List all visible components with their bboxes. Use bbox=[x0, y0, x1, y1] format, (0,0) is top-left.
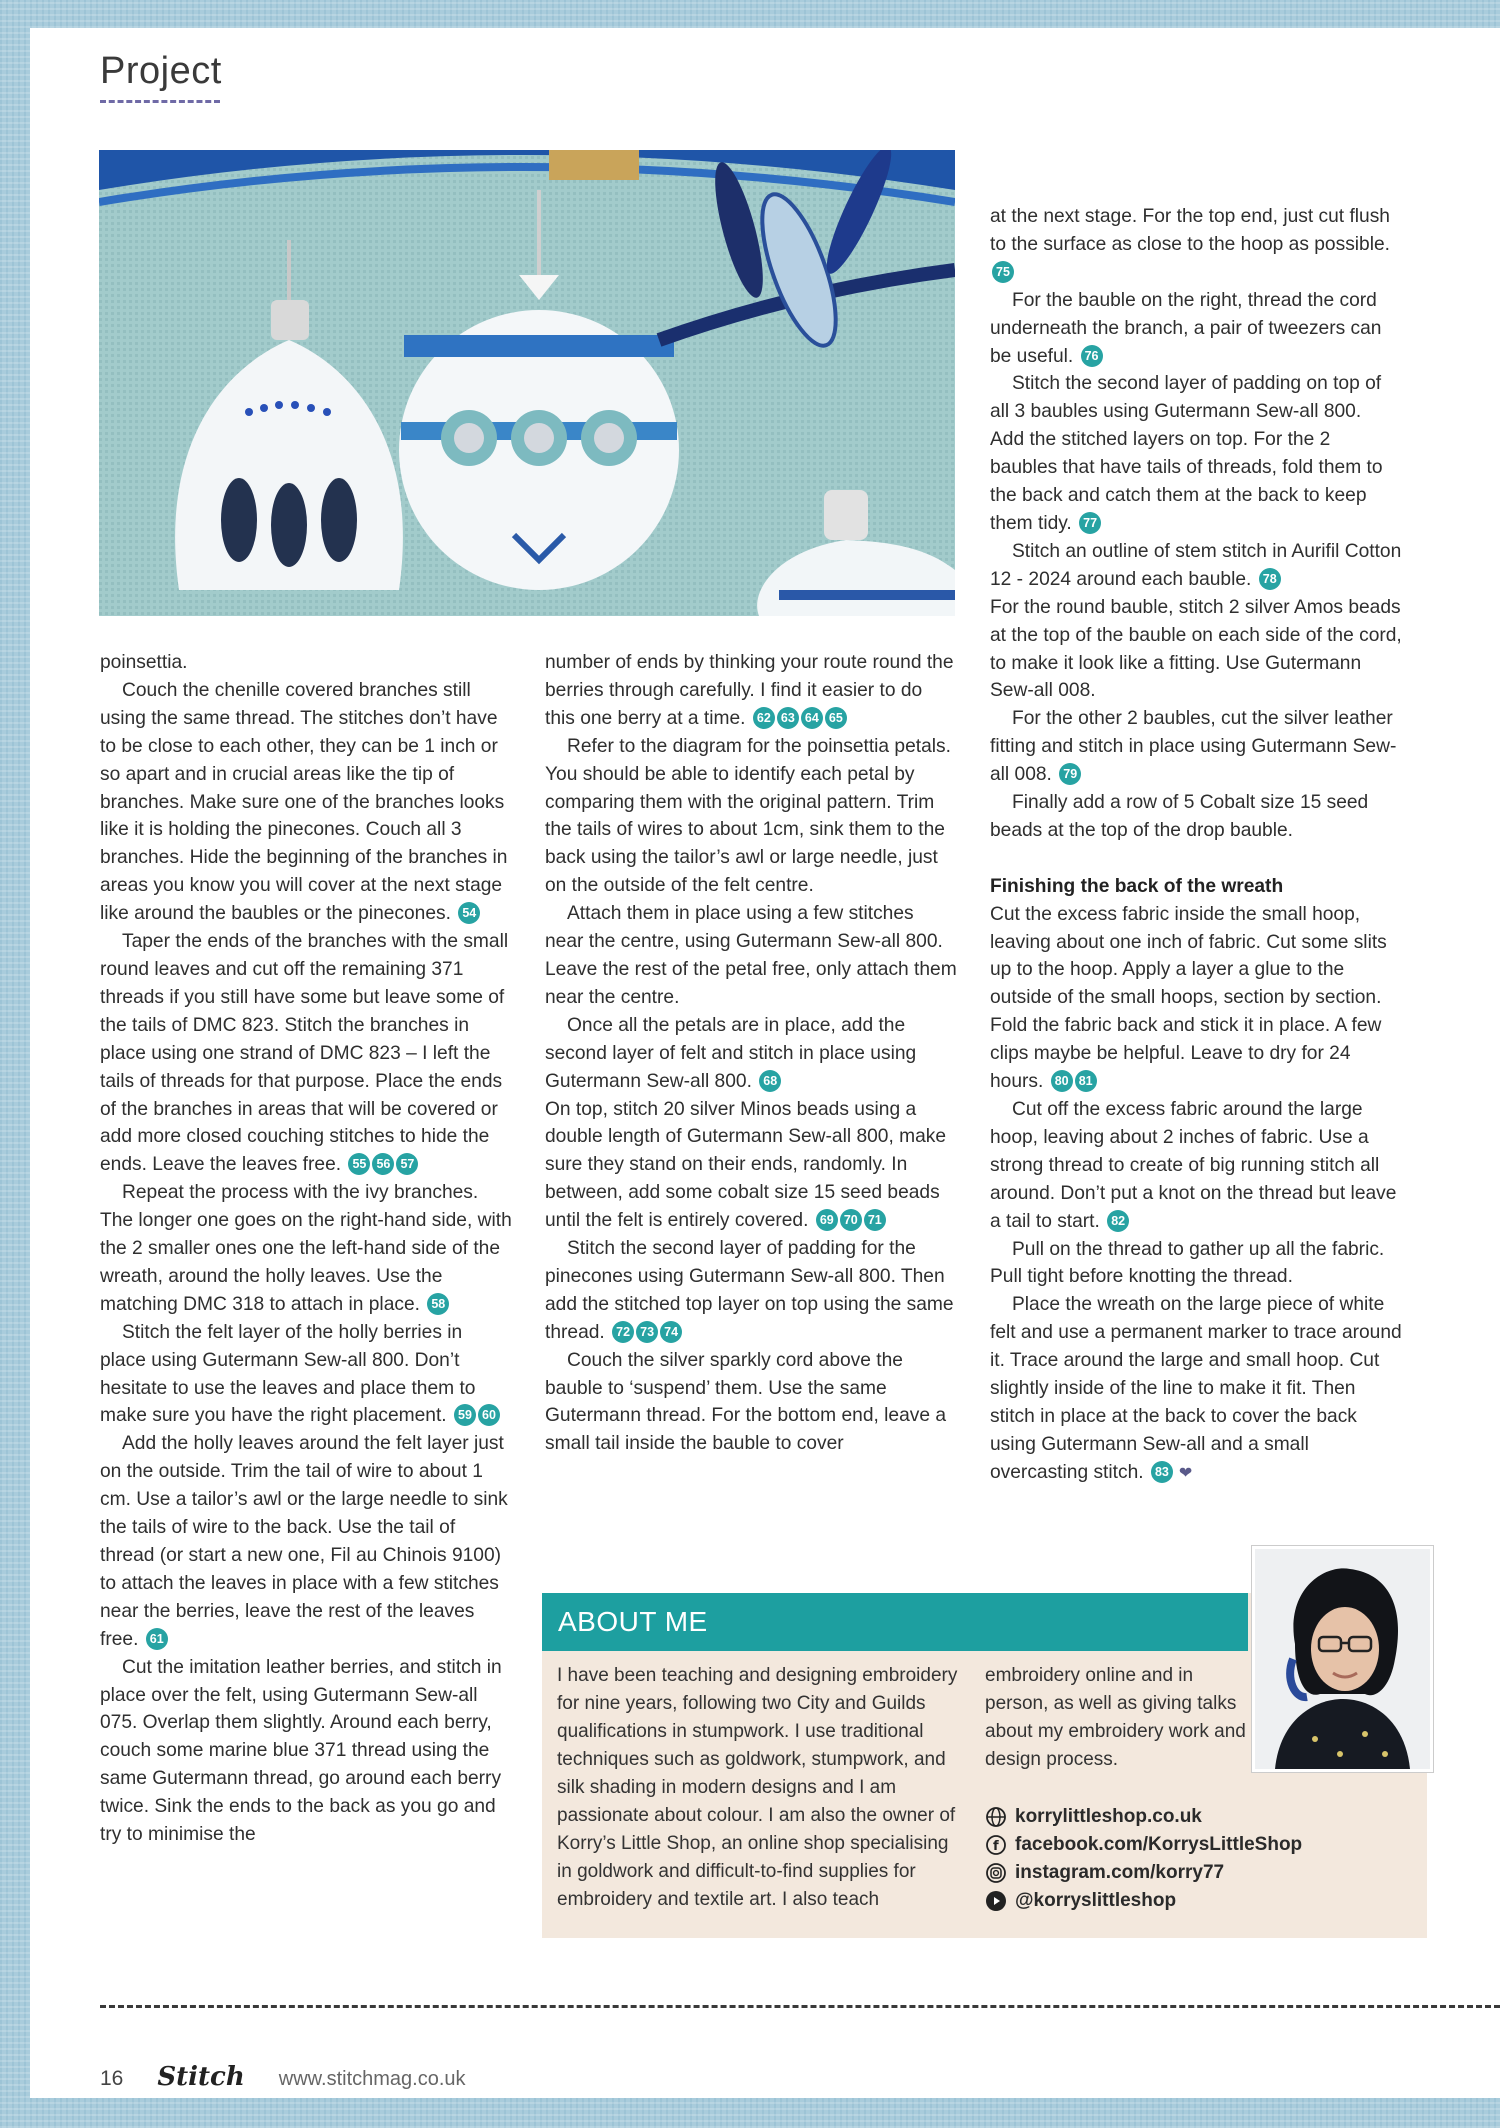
paragraph-text: number of ends by thinking your route round the berries through carefully. I find it easier to do this one berry at a time. bbox=[545, 652, 954, 729]
paragraph bbox=[990, 370, 1402, 426]
link-instagram[interactable] bbox=[985, 1859, 1302, 1887]
page bbox=[30, 28, 1500, 2098]
step-badge: 65 bbox=[825, 707, 847, 729]
step-badge: 74 bbox=[660, 1321, 682, 1343]
paragraph-text: Add the stitched layers on top. For the 2 baubles that have tails of threads, fold them to the back and catch them at the back to keep them tidy. bbox=[990, 429, 1383, 534]
paragraph-text: Place the wreath on the large piece of white felt and use a permanent marker to trace around it. Trace around the large and small hoop. Cut slightly inside of the line to make it fit. Then stitch in place at the back to cover the back using Gutermann Sew-all and a small overcasting stitch. bbox=[990, 1294, 1402, 1483]
link-text: instagram.com/korry77 bbox=[1015, 1862, 1225, 1883]
about-text-1: I have been teaching and designing embroidery for nine years, following two City and Guilds qualifications in stumpwork. I use traditional techniques such as goldwork, stumpwork, and silk shading in modern designs and I am passionate about colour. I am also the owner of Korry’s Little Shop, an online shop specialising in goldwork and difficult-to-find supplies for embroidery and textile art. I also teach bbox=[557, 1665, 958, 1910]
section-heading: Finishing the back of the wreath bbox=[990, 875, 1284, 897]
paragraph-text: Repeat the process with the ivy branches. The longer one goes on the right-hand side, with the 2 smaller ones one the left-hand side of the wreath, around the holly leaves. Use the matching DMC 318 to attach in place. bbox=[100, 1182, 512, 1315]
paragraph-text: Pull on the thread to gather up all the fabric. Pull tight before knotting the thread. bbox=[990, 1238, 1385, 1288]
link-text: facebook.com/KorrysLittleShop bbox=[1015, 1834, 1303, 1855]
magazine-logo: Stitch bbox=[157, 2062, 245, 2092]
article-column-2 bbox=[545, 649, 957, 1458]
facebook-icon bbox=[985, 1834, 1007, 1856]
link-text: @korryslittleshop bbox=[1015, 1890, 1177, 1911]
link-website[interactable] bbox=[985, 1803, 1302, 1831]
paragraph bbox=[100, 649, 512, 677]
step-badge: 81 bbox=[1075, 1070, 1097, 1092]
embroidery-photo bbox=[99, 150, 955, 616]
page-footer bbox=[100, 2062, 466, 2092]
paragraph bbox=[990, 705, 1402, 789]
paragraph-text: For the bauble on the right, thread the cord underneath the branch, a pair of tweezers can be useful. bbox=[990, 289, 1382, 367]
globe-icon bbox=[985, 1806, 1007, 1828]
step-badge: 63 bbox=[777, 707, 799, 729]
step-badge: 60 bbox=[478, 1404, 500, 1426]
step-badge: 78 bbox=[1259, 568, 1281, 590]
paragraph-text: On top, stitch 20 silver Minos beads using a double length of Gutermann Sew-all 800, make sure they stand on their ends, randomly. In between, add some cobalt size 15 seed beads until the felt is entirely covered. bbox=[545, 1098, 947, 1232]
step-badge: 68 bbox=[759, 1070, 781, 1092]
paragraph-text: For the round bauble, stitch 2 silver Amos beads at the top of the bauble on each side of the cord, to make it look like a fitting. Use Gutermann Sew-all 008. bbox=[990, 596, 1402, 702]
step-badge: 70 bbox=[840, 1209, 862, 1231]
article-column-3 bbox=[990, 203, 1402, 1488]
paragraph-text: at the next stage. For the top end, just cut flush to the surface as close to the hoop as possible. bbox=[990, 206, 1390, 255]
link-text: korrylittleshop.co.uk bbox=[1015, 1806, 1202, 1827]
paragraph bbox=[100, 1179, 512, 1319]
paragraph bbox=[545, 1012, 957, 1096]
step-badge: 75 bbox=[992, 261, 1014, 283]
step-badge: 82 bbox=[1107, 1210, 1129, 1232]
paragraph bbox=[990, 1096, 1402, 1236]
link-facebook[interactable] bbox=[985, 1831, 1302, 1859]
paragraph-text: Attach them in place using a few stitches near the centre, using Gutermann Sew-all 800. Leave the rest of the petal free, only attach them near the centre. bbox=[545, 903, 957, 1008]
paragraph-text: Once all the petals are in place, add the second layer of felt and stitch in place using Gutermann Sew-all 800. bbox=[545, 1014, 917, 1092]
paragraph bbox=[545, 1235, 957, 1347]
paragraph bbox=[100, 677, 512, 928]
paragraph bbox=[990, 789, 1402, 845]
step-badge: 73 bbox=[636, 1321, 658, 1343]
end-heart-icon: ❤ bbox=[1178, 1464, 1193, 1482]
paragraph-text: For the other 2 baubles, cut the silver leather fitting and stitch in place using Gutermann Sew-all 008. bbox=[990, 708, 1397, 786]
footer-divider bbox=[100, 2005, 1500, 2008]
step-badge: 55 bbox=[348, 1153, 370, 1175]
paragraph bbox=[545, 900, 957, 1012]
column-3-bottom-text bbox=[990, 901, 1402, 1488]
about-title: ABOUT ME bbox=[542, 1593, 1248, 1651]
step-badge: 58 bbox=[427, 1293, 449, 1315]
paragraph-text: Cut the excess fabric inside the small hoop, leaving about one inch of fabric. Cut some slits up to the hoop. Apply a layer a glue to the outside of the small hoops, section by section. Fold the fabric back and stick it in place. A few clips maybe be helpful. Leave to dry for 24 hours. bbox=[990, 903, 1387, 1093]
paragraph bbox=[545, 649, 957, 733]
step-badge: 61 bbox=[146, 1628, 168, 1650]
paragraph-text: Stitch the felt layer of the holly berries in place using Gutermann Sew-all 800. Don’t hesitate to use the leaves and place them to make sure you have the right placement. bbox=[100, 1321, 476, 1427]
paragraph bbox=[990, 1291, 1402, 1487]
step-badge: 57 bbox=[396, 1153, 418, 1175]
step-badge: 56 bbox=[372, 1153, 394, 1175]
step-badge: 76 bbox=[1081, 345, 1103, 367]
section-label: Project bbox=[100, 50, 222, 92]
about-links bbox=[985, 1803, 1302, 1915]
paragraph-text: Cut off the excess fabric around the large hoop, leaving about 2 inches of fabric. Use a strong thread to create of big running stitch all around. Don’t put a knot on the thread but leave a tail to start. bbox=[990, 1098, 1397, 1232]
paragraph bbox=[100, 1319, 512, 1431]
paragraph-text: Stitch the second layer of padding on top of all 3 baubles using Gutermann Sew-all 800. bbox=[990, 373, 1382, 423]
paragraph-text: Couch the silver sparkly cord above the bauble to ‘suspend’ them. Use the same Gutermann thread. For the bottom end, leave a small tail inside the bauble to cover bbox=[545, 1349, 947, 1455]
step-badge: 72 bbox=[612, 1321, 634, 1343]
paragraph bbox=[990, 538, 1402, 594]
step-badge: 62 bbox=[753, 707, 775, 729]
paragraph-text: Stitch the second layer of padding for the pinecones using Gutermann Sew-all 800. Then add the stitched top layer on top using the same thread. bbox=[545, 1238, 954, 1343]
page-number: 16 bbox=[100, 2067, 124, 2090]
section-underline bbox=[100, 100, 220, 103]
paragraph bbox=[990, 594, 1402, 706]
paragraph bbox=[545, 1347, 957, 1459]
step-badge: 69 bbox=[816, 1209, 838, 1231]
paragraph-text: poinsettia. bbox=[100, 652, 188, 673]
paragraph bbox=[100, 1654, 512, 1849]
paragraph bbox=[545, 1096, 957, 1236]
paragraph-text: Couch the chenille covered branches still using the same thread. The stitches don’t have to be close to each other, they can be 1 inch or so apart and in crucial areas like the tip of branches. Make sure one of the branches looks like it is holding the pinecones. Couch all 3 branches. Hide the beginning of the branches in areas you know you will cover at the next stage like around the baubles or the pinecones. bbox=[100, 679, 508, 925]
paragraph-text: Cut the imitation leather berries, and stitch in place over the felt, using Gutermann Sew-all 075. Overlap them slightly. Around each berry, couch some marine blue 371 thread using the same Gutermann thread, go around each berry twice. Sink the ends to the back as you go and try to minimise the bbox=[100, 1656, 502, 1846]
about-text-2: embroidery online and in person, as well as giving talks about my embroidery work and design process. bbox=[985, 1665, 1246, 1770]
paragraph-text: Taper the ends of the branches with the small round leaves and cut off the remaining 371 threads if you still have some but leave some of the tails of DMC 823. Stitch the branches in place using one strand of DMC 823 – I left the tails of threads for that purpose. Place the ends of the branches in areas that will be covered or add more closed couching stitches to hide the ends. Leave the leaves free. bbox=[100, 931, 509, 1176]
link-youtube[interactable] bbox=[985, 1887, 1302, 1915]
paragraph bbox=[990, 287, 1402, 371]
author-portrait bbox=[1252, 1546, 1433, 1772]
paragraph bbox=[990, 426, 1402, 538]
youtube-icon bbox=[985, 1890, 1007, 1912]
column-3-top-text bbox=[990, 203, 1402, 845]
paragraph-text: Finally add a row of 5 Cobalt size 15 seed beads at the top of the drop bauble. bbox=[990, 792, 1369, 841]
article-column-1 bbox=[100, 649, 512, 1849]
step-badge: 79 bbox=[1059, 763, 1081, 785]
paragraph bbox=[100, 1430, 512, 1653]
step-badge: 59 bbox=[454, 1404, 476, 1426]
step-badge: 83 bbox=[1151, 1461, 1173, 1483]
svg-text:f: f bbox=[993, 1839, 999, 1854]
paragraph bbox=[990, 1236, 1402, 1292]
step-badge: 77 bbox=[1079, 512, 1101, 534]
paragraph bbox=[990, 901, 1402, 1096]
paragraph-text: Refer to the diagram for the poinsettia petals. You should be able to identify each petal by comparing them with the original pattern. Trim the tails of wires to about 1cm, sink them to the back using the tailor’s awl or large needle, just on the outside of the felt centre. bbox=[545, 735, 951, 897]
step-badge: 54 bbox=[458, 902, 480, 924]
paragraph bbox=[990, 203, 1402, 287]
step-badge: 64 bbox=[801, 707, 823, 729]
paragraph bbox=[545, 733, 957, 900]
magazine-url[interactable]: www.stitchmag.co.uk bbox=[278, 2068, 466, 2090]
instagram-icon bbox=[985, 1862, 1007, 1884]
step-badge: 71 bbox=[864, 1209, 886, 1231]
paragraph bbox=[100, 928, 512, 1179]
paragraph-text: Add the holly leaves around the felt layer just on the outside. Trim the tail of wire to about 1 cm. Use a tailor’s awl or the large needle to sink the tails of wire to the back. Use the tail of thread (or start a new one, Fil au Chinois 9100) to attach the leaves in place with a few stitches near the berries, leave the rest of the leaves free. bbox=[100, 1433, 508, 1650]
step-badge: 80 bbox=[1051, 1070, 1073, 1092]
paragraph-text: Stitch an outline of stem stitch in Aurifil Cotton 12 - 2024 around each bauble. bbox=[990, 540, 1402, 590]
